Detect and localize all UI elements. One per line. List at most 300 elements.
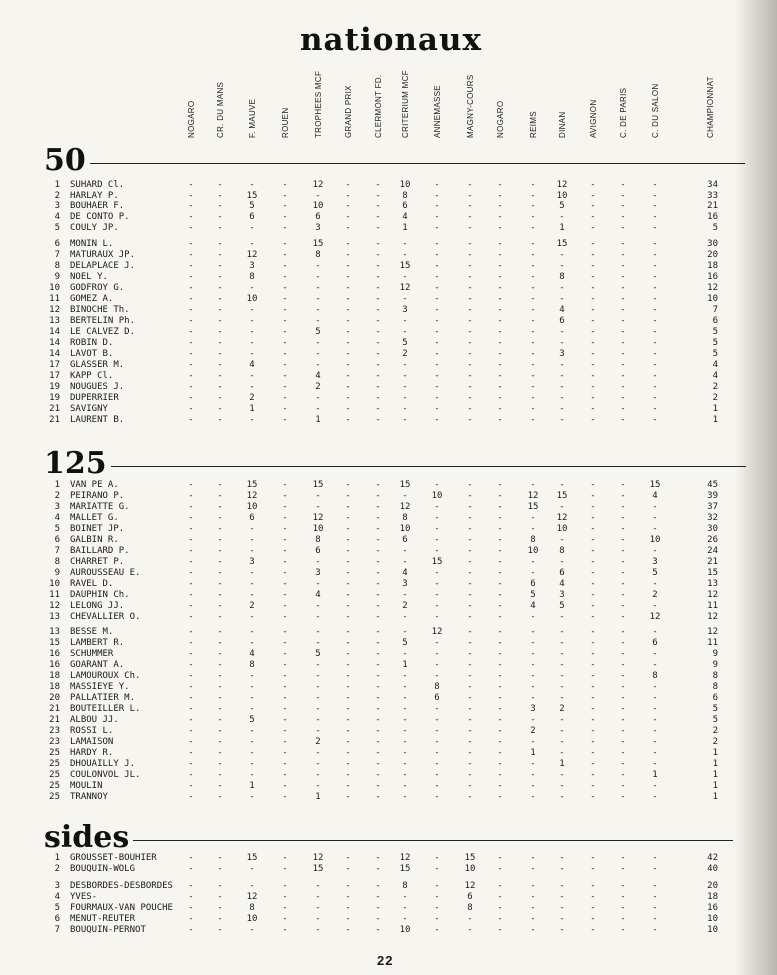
points-cell: - <box>282 480 288 490</box>
points-cell: - <box>530 892 536 902</box>
points-cell: - <box>282 513 288 523</box>
points-cell: - <box>559 660 565 670</box>
rider-name: SAVIGNY <box>70 404 108 414</box>
points-cell: - <box>530 360 536 370</box>
points-cell: - <box>590 404 596 414</box>
points-cell: - <box>217 627 223 637</box>
section-rule <box>133 840 733 841</box>
rider-name: BOINET JP. <box>70 524 125 534</box>
points-cell: - <box>375 925 381 935</box>
points-cell: - <box>217 737 223 747</box>
rider-name: MOULIN <box>70 781 103 791</box>
points-cell: - <box>530 903 536 913</box>
points-cell: - <box>434 201 440 211</box>
points-cell: - <box>559 737 565 747</box>
points-cell: - <box>652 579 658 589</box>
points-cell: - <box>434 925 440 935</box>
rank: 2 <box>54 491 60 501</box>
points-cell: - <box>217 180 223 190</box>
column-header <box>586 68 600 138</box>
points-cell: - <box>559 393 565 403</box>
points-cell: - <box>345 792 351 802</box>
points-cell: - <box>467 223 473 233</box>
points-cell: 8 <box>402 191 408 201</box>
points-cell: - <box>559 250 565 260</box>
championship-total: 9 <box>712 660 718 670</box>
points-cell: - <box>530 612 536 622</box>
column-header-label: NOGARO <box>496 100 505 138</box>
points-cell: - <box>434 612 440 622</box>
rider-name: GROUSSET-BOUHIER <box>70 853 157 863</box>
points-cell: 15 <box>399 864 411 874</box>
points-cell: - <box>590 382 596 392</box>
points-cell: - <box>188 737 194 747</box>
points-cell: - <box>345 590 351 600</box>
points-cell: - <box>590 294 596 304</box>
championship-total: 21 <box>707 557 718 567</box>
points-cell: 6 <box>315 546 321 556</box>
championship-total: 20 <box>707 881 718 891</box>
points-cell: - <box>217 393 223 403</box>
rank: 13 <box>49 612 60 622</box>
points-cell: - <box>590 557 596 567</box>
points-cell: - <box>559 502 565 512</box>
points-cell: - <box>590 415 596 425</box>
points-cell: - <box>375 502 381 512</box>
rider-name: BINOCHE Th. <box>70 305 130 315</box>
points-cell: - <box>402 671 408 681</box>
points-cell: - <box>434 349 440 359</box>
points-cell: - <box>620 415 626 425</box>
points-cell: - <box>620 360 626 370</box>
points-cell: - <box>620 557 626 567</box>
points-cell: 3 <box>249 261 255 271</box>
column-header-label: MAGNY-COURS <box>466 74 475 138</box>
points-cell: - <box>497 612 503 622</box>
points-cell: - <box>434 660 440 670</box>
points-cell: - <box>497 579 503 589</box>
points-cell: - <box>652 180 658 190</box>
rider-name: LELONG JJ. <box>70 601 125 611</box>
rider-name: SUHARD Cl. <box>70 180 125 190</box>
points-cell: - <box>620 627 626 637</box>
points-cell: - <box>282 316 288 326</box>
points-cell: - <box>530 250 536 260</box>
championship-total: 10 <box>707 914 718 924</box>
championship-total: 1 <box>712 759 718 769</box>
points-cell: - <box>559 903 565 913</box>
points-cell: - <box>345 491 351 501</box>
points-cell: 1 <box>402 223 408 233</box>
points-cell: - <box>620 671 626 681</box>
points-cell: - <box>375 294 381 304</box>
points-cell: - <box>402 272 408 282</box>
points-cell: - <box>652 415 658 425</box>
points-cell: - <box>467 327 473 337</box>
points-cell: 4 <box>249 649 255 659</box>
points-cell: - <box>467 649 473 659</box>
points-cell: - <box>497 393 503 403</box>
points-cell: - <box>467 180 473 190</box>
points-cell: - <box>315 704 321 714</box>
points-cell: - <box>375 371 381 381</box>
column-header <box>184 68 198 138</box>
rank: 6 <box>54 239 60 249</box>
points-cell: - <box>652 704 658 714</box>
column-header <box>398 68 412 138</box>
points-cell: - <box>530 393 536 403</box>
points-cell: - <box>620 781 626 791</box>
points-cell: - <box>620 338 626 348</box>
points-cell: 3 <box>402 305 408 315</box>
championship-total: 16 <box>707 212 718 222</box>
points-cell: - <box>620 513 626 523</box>
points-cell: 8 <box>249 660 255 670</box>
championship-total: 21 <box>707 201 718 211</box>
points-cell: - <box>590 770 596 780</box>
points-cell: - <box>249 638 255 648</box>
championship-total: 1 <box>712 415 718 425</box>
points-cell: - <box>467 546 473 556</box>
points-cell: - <box>249 180 255 190</box>
points-cell: - <box>188 502 194 512</box>
points-cell: - <box>434 590 440 600</box>
points-cell: - <box>249 371 255 381</box>
points-cell: 12 <box>527 491 539 501</box>
rider-name: CHEVALLIER O. <box>70 612 141 622</box>
points-cell: - <box>249 327 255 337</box>
column-header <box>213 68 227 138</box>
points-cell: - <box>282 272 288 282</box>
points-cell: 3 <box>315 568 321 578</box>
points-cell: 5 <box>402 338 408 348</box>
points-cell: - <box>559 294 565 304</box>
points-cell: - <box>467 415 473 425</box>
points-cell: 5 <box>315 649 321 659</box>
points-cell: 12 <box>399 853 411 863</box>
points-cell: - <box>375 748 381 758</box>
points-cell: - <box>345 480 351 490</box>
points-cell: - <box>652 892 658 902</box>
points-cell: - <box>530 349 536 359</box>
column-header-label: CHAMPIONNAT <box>706 76 715 138</box>
points-cell: - <box>217 546 223 556</box>
points-cell: - <box>652 283 658 293</box>
rider-name: VAN PE A. <box>70 480 119 490</box>
points-cell: - <box>402 892 408 902</box>
points-cell: - <box>217 272 223 282</box>
points-cell: 1 <box>315 415 321 425</box>
points-cell: - <box>282 649 288 659</box>
points-cell: - <box>375 349 381 359</box>
points-cell: - <box>282 546 288 556</box>
points-cell: - <box>467 250 473 260</box>
points-cell: - <box>620 726 626 736</box>
points-cell: - <box>467 535 473 545</box>
points-cell: - <box>315 748 321 758</box>
points-cell: - <box>249 349 255 359</box>
points-cell: - <box>375 737 381 747</box>
points-cell: - <box>497 360 503 370</box>
points-cell: - <box>217 239 223 249</box>
points-cell: - <box>282 327 288 337</box>
column-header <box>371 68 385 138</box>
points-cell: - <box>375 338 381 348</box>
points-cell: - <box>217 223 223 233</box>
rank: 1 <box>54 180 60 190</box>
points-cell: - <box>590 535 596 545</box>
points-cell: - <box>497 627 503 637</box>
rank: 16 <box>49 649 60 659</box>
rank: 10 <box>49 283 60 293</box>
points-cell: 3 <box>559 349 565 359</box>
rider-name: DESBORDES-DESBORDES <box>70 881 173 891</box>
points-cell: - <box>375 212 381 222</box>
points-cell: - <box>402 903 408 913</box>
points-cell: - <box>402 250 408 260</box>
points-cell: - <box>282 671 288 681</box>
points-cell: - <box>217 360 223 370</box>
points-cell: - <box>434 272 440 282</box>
points-cell: 6 <box>467 892 473 902</box>
points-cell: - <box>217 792 223 802</box>
points-cell: - <box>434 239 440 249</box>
points-cell: - <box>620 579 626 589</box>
points-cell: - <box>188 693 194 703</box>
points-cell: 2 <box>402 349 408 359</box>
points-cell: 3 <box>530 704 536 714</box>
points-cell: - <box>188 272 194 282</box>
championship-total: 24 <box>707 546 718 556</box>
points-cell: - <box>249 737 255 747</box>
points-cell: - <box>497 638 503 648</box>
points-cell: - <box>652 649 658 659</box>
points-cell: - <box>402 393 408 403</box>
points-cell: - <box>375 239 381 249</box>
points-cell: - <box>217 491 223 501</box>
points-cell: - <box>497 660 503 670</box>
points-cell: - <box>402 792 408 802</box>
points-cell: - <box>497 502 503 512</box>
points-cell: - <box>282 239 288 249</box>
rank: 25 <box>49 770 60 780</box>
rider-name: DHOUAILLY J. <box>70 759 136 769</box>
points-cell: - <box>402 415 408 425</box>
points-cell: - <box>497 693 503 703</box>
rider-name: MARIATTE G. <box>70 502 130 512</box>
points-cell: - <box>652 914 658 924</box>
points-cell: - <box>590 737 596 747</box>
championship-total: 18 <box>707 892 718 902</box>
points-cell: - <box>497 704 503 714</box>
points-cell: 10 <box>399 180 411 190</box>
points-cell: - <box>434 601 440 611</box>
points-cell: 5 <box>559 201 565 211</box>
points-cell: - <box>188 627 194 637</box>
points-cell: - <box>315 272 321 282</box>
points-cell: - <box>402 715 408 725</box>
rank: 18 <box>49 671 60 681</box>
points-cell: - <box>652 239 658 249</box>
points-cell: - <box>375 704 381 714</box>
points-cell: - <box>497 201 503 211</box>
points-cell: - <box>497 557 503 567</box>
points-cell: - <box>434 338 440 348</box>
points-cell: - <box>188 212 194 222</box>
points-cell: - <box>530 272 536 282</box>
points-cell: - <box>652 715 658 725</box>
points-cell: - <box>315 404 321 414</box>
rider-name: BOUHAER F. <box>70 201 125 211</box>
points-cell: - <box>217 191 223 201</box>
points-cell: - <box>467 513 473 523</box>
points-cell: - <box>188 294 194 304</box>
points-cell: - <box>497 792 503 802</box>
points-cell: - <box>530 568 536 578</box>
points-cell: - <box>590 704 596 714</box>
points-cell: - <box>590 327 596 337</box>
points-cell: - <box>590 660 596 670</box>
points-cell: - <box>345 638 351 648</box>
rank: 16 <box>49 660 60 670</box>
rider-name: LAMAISON <box>70 737 114 747</box>
points-cell: - <box>188 601 194 611</box>
points-cell: - <box>375 382 381 392</box>
page-title: nationaux <box>300 22 483 58</box>
points-cell: - <box>249 524 255 534</box>
championship-total: 12 <box>707 612 718 622</box>
points-cell: - <box>315 305 321 315</box>
points-cell: - <box>249 223 255 233</box>
points-cell: - <box>620 590 626 600</box>
points-cell: - <box>217 524 223 534</box>
column-header <box>555 68 569 138</box>
rider-name: DUPERRIER <box>70 393 119 403</box>
points-cell: - <box>402 759 408 769</box>
points-cell: 10 <box>399 524 411 534</box>
points-cell: 1 <box>315 792 321 802</box>
rank: 13 <box>49 627 60 637</box>
points-cell: - <box>497 881 503 891</box>
points-cell: - <box>620 892 626 902</box>
points-cell: 2 <box>402 601 408 611</box>
championship-total: 13 <box>707 579 718 589</box>
points-cell: - <box>188 349 194 359</box>
points-cell: - <box>345 914 351 924</box>
points-cell: 8 <box>467 903 473 913</box>
points-cell: - <box>620 239 626 249</box>
championship-total: 4 <box>712 371 718 381</box>
points-cell: - <box>467 524 473 534</box>
points-cell: - <box>652 349 658 359</box>
column-header <box>526 68 540 138</box>
rider-name: LAURENT B. <box>70 415 125 425</box>
points-cell: - <box>188 201 194 211</box>
points-cell: - <box>434 546 440 556</box>
points-cell: - <box>620 349 626 359</box>
championship-total: 1 <box>712 781 718 791</box>
points-cell: - <box>530 770 536 780</box>
points-cell: - <box>345 316 351 326</box>
points-cell: - <box>345 223 351 233</box>
points-cell: - <box>375 881 381 891</box>
points-cell: 1 <box>559 759 565 769</box>
championship-total: 39 <box>707 491 718 501</box>
points-cell: - <box>530 191 536 201</box>
points-cell: - <box>315 881 321 891</box>
rank: 2 <box>54 864 60 874</box>
points-cell: 4 <box>315 590 321 600</box>
points-cell: - <box>282 338 288 348</box>
points-cell: 10 <box>556 191 568 201</box>
points-cell: - <box>434 853 440 863</box>
points-cell: - <box>590 748 596 758</box>
points-cell: 2 <box>315 382 321 392</box>
points-cell: - <box>375 201 381 211</box>
points-cell: - <box>620 316 626 326</box>
points-cell: - <box>188 305 194 315</box>
points-cell: - <box>375 557 381 567</box>
points-cell: - <box>530 737 536 747</box>
points-cell: - <box>375 180 381 190</box>
points-cell: - <box>590 864 596 874</box>
points-cell: 8 <box>249 272 255 282</box>
points-cell: - <box>467 261 473 271</box>
points-cell: - <box>282 903 288 913</box>
points-cell: - <box>497 261 503 271</box>
points-cell: - <box>497 759 503 769</box>
points-cell: - <box>497 781 503 791</box>
points-cell: - <box>434 535 440 545</box>
points-cell: - <box>375 649 381 659</box>
points-cell: 1 <box>402 660 408 670</box>
points-cell: - <box>559 881 565 891</box>
points-cell: - <box>249 726 255 736</box>
points-cell: - <box>345 338 351 348</box>
points-cell: - <box>282 601 288 611</box>
points-cell: - <box>530 693 536 703</box>
rank: 5 <box>54 903 60 913</box>
points-cell: - <box>402 327 408 337</box>
points-cell: - <box>620 693 626 703</box>
points-cell: - <box>188 535 194 545</box>
rank: 19 <box>49 382 60 392</box>
points-cell: 12 <box>312 513 324 523</box>
rider-name: RAVEL D. <box>70 579 114 589</box>
points-cell: - <box>434 327 440 337</box>
points-cell: - <box>590 480 596 490</box>
points-cell: - <box>620 649 626 659</box>
rank: 21 <box>49 415 60 425</box>
points-cell: 8 <box>652 671 658 681</box>
points-cell: - <box>375 491 381 501</box>
points-cell: - <box>434 360 440 370</box>
points-cell: - <box>434 261 440 271</box>
points-cell: - <box>497 272 503 282</box>
points-cell: - <box>282 925 288 935</box>
points-cell: - <box>345 261 351 271</box>
points-cell: - <box>467 480 473 490</box>
championship-total: 5 <box>712 349 718 359</box>
points-cell: - <box>217 781 223 791</box>
points-cell: - <box>249 704 255 714</box>
points-cell: - <box>249 612 255 622</box>
points-cell: - <box>282 349 288 359</box>
points-cell: - <box>345 853 351 863</box>
points-cell: - <box>620 524 626 534</box>
column-header <box>245 68 259 138</box>
points-cell: - <box>497 239 503 249</box>
